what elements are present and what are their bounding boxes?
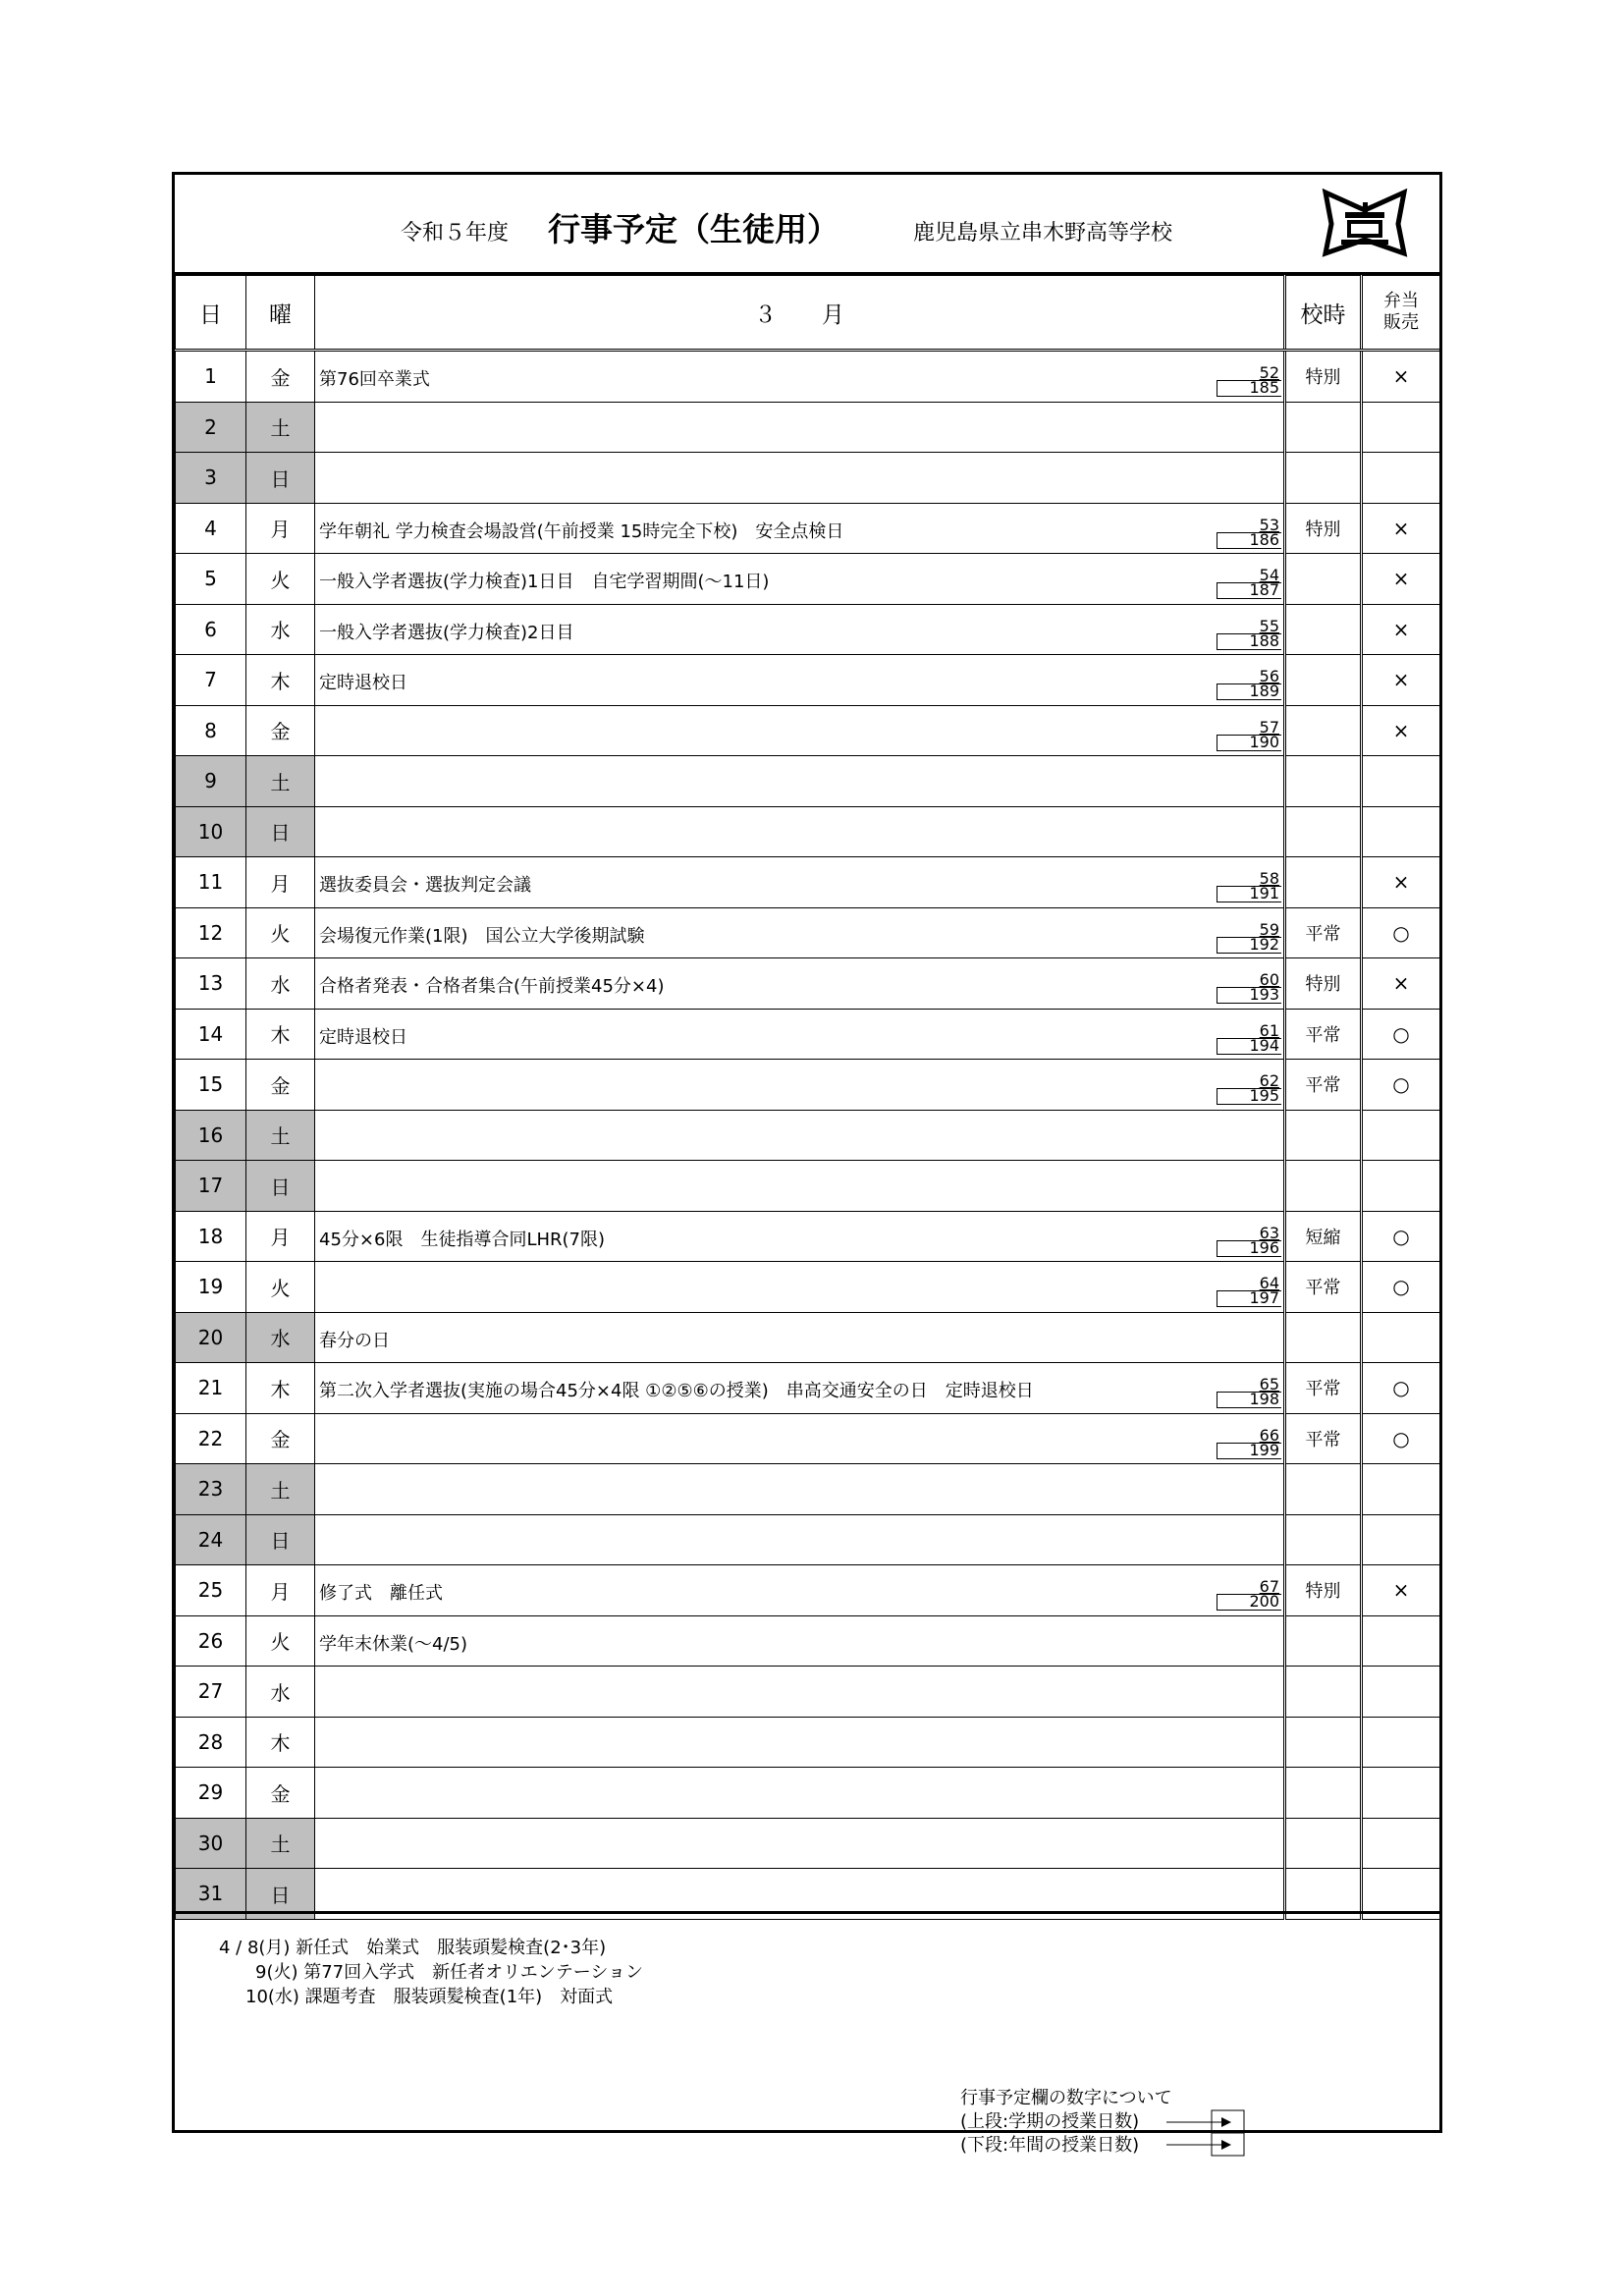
day-cell: 1 — [176, 351, 246, 403]
lesson-day-counter — [1217, 1223, 1281, 1257]
event-text: 学年朝礼 学力検査会場設営(午前授業 15時完全下校) 安全点検日 — [319, 520, 844, 542]
day-cell: 19 — [176, 1262, 246, 1313]
day-cell: 18 — [176, 1211, 246, 1262]
day-cell: 5 — [176, 554, 246, 605]
period-type-cell — [1285, 1818, 1362, 1869]
lunch-sale-cell: ○ — [1362, 907, 1440, 958]
annual-lesson-days: 189 — [1249, 682, 1279, 700]
annual-lesson-days: 192 — [1249, 934, 1279, 954]
table-row — [176, 806, 1440, 857]
weekday-cell: 木 — [246, 655, 315, 706]
weekday-cell: 金 — [246, 705, 315, 756]
day-cell: 27 — [176, 1667, 246, 1718]
col-header-bento — [1362, 276, 1440, 351]
weekday-cell: 月 — [246, 1211, 315, 1262]
day-cell: 22 — [176, 1413, 246, 1464]
period-type-cell — [1285, 655, 1362, 706]
lunch-sale-cell: × — [1362, 857, 1440, 908]
period-type-cell — [1285, 1464, 1362, 1515]
school-name: 鹿児島県立串木野高等学校 — [913, 221, 1173, 246]
table-row — [176, 503, 1440, 554]
day-cell: 2 — [176, 402, 246, 453]
lesson-day-counter — [1217, 1020, 1281, 1055]
lunch-sale-cell — [1362, 402, 1440, 453]
weekday-cell: 水 — [246, 1667, 315, 1718]
term-lesson-days: 67 — [1259, 1577, 1279, 1596]
period-type-cell — [1285, 1312, 1362, 1363]
lesson-day-counter — [1217, 568, 1281, 599]
day-cell: 10 — [176, 806, 246, 857]
lesson-day-counter — [1217, 1073, 1281, 1105]
next-month-note: 9(火) 第77回入学式 新任者オリエンテーション — [255, 1962, 644, 1983]
term-lesson-days: 53 — [1259, 515, 1279, 534]
term-lesson-days: 58 — [1259, 869, 1279, 888]
day-cell: 30 — [176, 1818, 246, 1869]
event-text: 定時退校日 — [319, 1026, 407, 1048]
col-header-day: 日 — [176, 276, 246, 351]
period-type-cell — [1285, 402, 1362, 453]
table-row — [176, 857, 1440, 908]
day-cell: 21 — [176, 1363, 246, 1414]
annual-lesson-days: 193 — [1249, 985, 1279, 1004]
table-row — [176, 1818, 1440, 1869]
event-cell — [315, 1009, 1285, 1060]
term-lesson-days: 65 — [1259, 1375, 1279, 1394]
period-type-cell — [1285, 1717, 1362, 1768]
event-cell — [315, 1717, 1285, 1768]
table-row — [176, 1060, 1440, 1111]
period-type-cell — [1285, 1667, 1362, 1718]
notes-footer — [175, 1911, 1439, 2156]
period-type-cell — [1285, 554, 1362, 605]
term-lesson-days: 66 — [1259, 1425, 1279, 1445]
lunch-sale-cell — [1362, 1717, 1440, 1768]
term-lesson-days: 57 — [1259, 717, 1279, 737]
period-type-cell — [1285, 806, 1362, 857]
page-title: 行事予定（生徒用） — [548, 210, 839, 248]
weekday-cell: 日 — [246, 1161, 315, 1212]
lunch-sale-cell — [1362, 1514, 1440, 1565]
day-cell: 3 — [176, 453, 246, 504]
next-month-note: 10(水) 課題考査 服装頭髪検査(1年) 対面式 — [245, 1987, 614, 2007]
day-cell: 6 — [176, 604, 246, 655]
table-row — [176, 604, 1440, 655]
fiscal-year: 令和５年度 — [401, 221, 510, 246]
day-cell: 28 — [176, 1717, 246, 1768]
schedule-rows — [176, 351, 1440, 1920]
lunch-sale-cell: × — [1362, 958, 1440, 1010]
schedule-table — [175, 275, 1440, 1920]
event-cell — [315, 1768, 1285, 1819]
period-type-cell: 平常 — [1285, 1262, 1362, 1313]
weekday-cell: 火 — [246, 1615, 315, 1667]
lesson-day-counter — [1217, 515, 1281, 549]
term-lesson-days: 55 — [1259, 616, 1279, 635]
weekday-cell: 水 — [246, 1312, 315, 1363]
day-cell: 24 — [176, 1514, 246, 1565]
annual-lesson-days: 197 — [1249, 1288, 1279, 1307]
term-lesson-days: 60 — [1259, 970, 1279, 989]
lunch-sale-cell: ○ — [1362, 1262, 1440, 1313]
period-type-cell: 平常 — [1285, 1009, 1362, 1060]
lunch-sale-cell — [1362, 806, 1440, 857]
lunch-sale-cell — [1362, 1464, 1440, 1515]
lunch-sale-cell: × — [1362, 705, 1440, 756]
event-cell — [315, 1818, 1285, 1869]
period-type-cell — [1285, 604, 1362, 655]
weekday-cell: 土 — [246, 1464, 315, 1515]
term-lesson-days: 61 — [1259, 1020, 1279, 1040]
period-type-cell — [1285, 857, 1362, 908]
lunch-sale-cell — [1362, 1615, 1440, 1667]
weekday-cell: 日 — [246, 806, 315, 857]
period-type-cell — [1285, 1514, 1362, 1565]
day-cell: 23 — [176, 1464, 246, 1515]
day-cell: 13 — [176, 958, 246, 1010]
weekday-cell: 土 — [246, 402, 315, 453]
lunch-sale-cell — [1362, 1667, 1440, 1718]
event-cell — [315, 1514, 1285, 1565]
table-row — [176, 1514, 1440, 1565]
day-cell: 17 — [176, 1161, 246, 1212]
day-cell: 26 — [176, 1615, 246, 1667]
table-row — [176, 1009, 1440, 1060]
event-cell — [315, 806, 1285, 857]
legend-arrow-box-icon — [1166, 2108, 1245, 2159]
event-cell — [315, 1312, 1285, 1363]
period-type-cell: 平常 — [1285, 1413, 1362, 1464]
lunch-sale-cell: ○ — [1362, 1211, 1440, 1262]
day-cell: 16 — [176, 1110, 246, 1161]
lesson-day-counter — [1217, 1579, 1281, 1611]
lunch-sale-cell: × — [1362, 655, 1440, 706]
annual-lesson-days: 191 — [1249, 884, 1279, 902]
table-row — [176, 1211, 1440, 1262]
lesson-day-counter — [1217, 919, 1281, 954]
weekday-cell: 木 — [246, 1363, 315, 1414]
period-type-cell: 平常 — [1285, 1060, 1362, 1111]
lunch-sale-cell: × — [1362, 554, 1440, 605]
weekday-cell: 火 — [246, 907, 315, 958]
lunch-sale-cell — [1362, 1110, 1440, 1161]
table-row — [176, 1110, 1440, 1161]
table-row — [176, 1565, 1440, 1616]
table-row — [176, 1262, 1440, 1313]
lunch-sale-cell — [1362, 756, 1440, 807]
term-lesson-days: 59 — [1259, 919, 1279, 939]
event-text: 定時退校日 — [319, 673, 407, 693]
annual-lesson-days: 187 — [1249, 580, 1279, 599]
event-cell — [315, 756, 1285, 807]
lesson-day-counter — [1217, 616, 1281, 650]
table-row — [176, 1413, 1440, 1464]
period-type-cell — [1285, 756, 1362, 807]
day-cell: 25 — [176, 1565, 246, 1616]
day-cell: 29 — [176, 1768, 246, 1819]
table-row — [176, 1667, 1440, 1718]
annual-lesson-days: 186 — [1249, 529, 1279, 549]
event-text: 会場復元作業(1限) 国公立大学後期試験 — [319, 925, 645, 947]
table-header-row — [176, 276, 1440, 351]
title-row — [175, 175, 1439, 275]
weekday-cell: 土 — [246, 756, 315, 807]
event-cell — [315, 1262, 1285, 1313]
day-cell: 11 — [176, 857, 246, 908]
event-cell — [315, 857, 1285, 908]
period-type-cell — [1285, 1768, 1362, 1819]
day-cell: 12 — [176, 907, 246, 958]
event-cell — [315, 453, 1285, 504]
lesson-day-counter — [1217, 1276, 1281, 1307]
event-cell — [315, 958, 1285, 1010]
lesson-day-counter — [1217, 1377, 1281, 1408]
lunch-sale-cell — [1362, 1768, 1440, 1819]
weekday-cell: 金 — [246, 1413, 315, 1464]
event-cell — [315, 1413, 1285, 1464]
weekday-cell: 水 — [246, 604, 315, 655]
period-type-cell: 特別 — [1285, 351, 1362, 403]
event-cell — [315, 351, 1285, 403]
legend-upper: (上段:学期の授業日数) — [960, 2111, 1140, 2132]
annual-lesson-days: 188 — [1249, 630, 1279, 650]
table-row — [176, 958, 1440, 1010]
event-cell — [315, 604, 1285, 655]
next-month-note: 4 / 8(月) 新任式 始業式 服装頭髪検査(2･3年) — [219, 1938, 607, 1958]
event-cell — [315, 1060, 1285, 1111]
lunch-sale-cell: × — [1362, 604, 1440, 655]
lunch-sale-cell: × — [1362, 351, 1440, 403]
count-legend — [960, 2087, 1172, 2158]
period-type-cell — [1285, 705, 1362, 756]
weekday-cell: 日 — [246, 1869, 315, 1920]
lunch-sale-cell: ○ — [1362, 1363, 1440, 1414]
event-cell — [315, 655, 1285, 706]
event-cell — [315, 1161, 1285, 1212]
event-text: 45分×6限 生徒指導合同LHR(7限) — [319, 1229, 606, 1250]
event-cell — [315, 1110, 1285, 1161]
weekday-cell: 月 — [246, 503, 315, 554]
lunch-sale-cell: ○ — [1362, 1060, 1440, 1111]
school-emblem-icon — [1320, 189, 1410, 257]
annual-lesson-days: 190 — [1249, 732, 1279, 751]
term-lesson-days: 62 — [1259, 1071, 1279, 1090]
event-cell — [315, 1363, 1285, 1414]
annual-lesson-days: 196 — [1249, 1237, 1279, 1257]
period-type-cell: 平常 — [1285, 907, 1362, 958]
weekday-cell: 土 — [246, 1110, 315, 1161]
term-lesson-days: 54 — [1259, 566, 1279, 584]
term-lesson-days: 56 — [1259, 667, 1279, 685]
annual-lesson-days: 185 — [1249, 378, 1279, 397]
lunch-sale-cell — [1362, 453, 1440, 504]
period-type-cell — [1285, 453, 1362, 504]
day-cell: 20 — [176, 1312, 246, 1363]
event-text: 合格者発表・合格者集合(午前授業45分×4) — [319, 976, 665, 997]
lesson-day-counter — [1217, 365, 1281, 397]
weekday-cell: 金 — [246, 351, 315, 403]
event-text: 学年末休業(～4/5) — [319, 1633, 468, 1655]
lesson-day-counter — [1217, 871, 1281, 902]
weekday-cell: 金 — [246, 1060, 315, 1111]
col-header-kouji: 校時 — [1285, 276, 1362, 351]
event-cell — [315, 907, 1285, 958]
event-cell — [315, 402, 1285, 453]
annual-lesson-days: 199 — [1249, 1440, 1279, 1459]
table-row — [176, 402, 1440, 453]
annual-lesson-days: 194 — [1249, 1035, 1279, 1055]
weekday-cell: 火 — [246, 554, 315, 605]
weekday-cell: 日 — [246, 1514, 315, 1565]
table-row — [176, 1161, 1440, 1212]
term-lesson-days: 64 — [1259, 1274, 1279, 1292]
schedule-frame — [172, 172, 1442, 2156]
lesson-day-counter — [1217, 972, 1281, 1004]
event-text: 第二次入学者選抜(実施の場合45分×4限 ①②⑤⑥の授業) 串高交通安全の日 定時退校日 — [319, 1381, 1034, 1401]
lesson-day-counter — [1217, 1425, 1281, 1459]
col-header-dow: 曜 — [246, 276, 315, 351]
event-text: 選抜委員会・選抜判定会議 — [319, 875, 531, 896]
lunch-sale-cell: × — [1362, 1565, 1440, 1616]
table-row — [176, 1717, 1440, 1768]
table-row — [176, 1768, 1440, 1819]
event-cell — [315, 1211, 1285, 1262]
day-cell: 31 — [176, 1869, 246, 1920]
weekday-cell: 金 — [246, 1768, 315, 1819]
event-cell — [315, 1615, 1285, 1667]
weekday-cell: 土 — [246, 1818, 315, 1869]
period-type-cell: 特別 — [1285, 503, 1362, 554]
legend-title: 行事予定欄の数字について — [960, 2088, 1172, 2108]
period-type-cell: 短縮 — [1285, 1211, 1362, 1262]
day-cell: 15 — [176, 1060, 246, 1111]
lunch-sale-cell — [1362, 1161, 1440, 1212]
period-type-cell — [1285, 1161, 1362, 1212]
table-row — [176, 655, 1440, 706]
lesson-day-counter — [1217, 669, 1281, 700]
period-type-cell — [1285, 1110, 1362, 1161]
period-type-cell: 特別 — [1285, 958, 1362, 1010]
table-row — [176, 756, 1440, 807]
annual-lesson-days: 198 — [1249, 1390, 1279, 1408]
lunch-sale-cell: ○ — [1362, 1009, 1440, 1060]
lunch-sale-cell — [1362, 1312, 1440, 1363]
annual-lesson-days: 195 — [1249, 1086, 1279, 1105]
event-text: 春分の日 — [319, 1330, 390, 1351]
day-cell: 4 — [176, 503, 246, 554]
lunch-sale-cell: ○ — [1362, 1413, 1440, 1464]
col-header-bento-line1: 弁当 — [1383, 291, 1419, 311]
weekday-cell: 木 — [246, 1717, 315, 1768]
weekday-cell: 水 — [246, 958, 315, 1010]
table-row — [176, 1464, 1440, 1515]
col-header-bento-line2: 販売 — [1383, 312, 1419, 333]
period-type-cell: 特別 — [1285, 1565, 1362, 1616]
event-text: 一般入学者選抜(学力検査)1日目 自宅学習期間(～11日) — [319, 572, 770, 592]
weekday-cell: 月 — [246, 1565, 315, 1616]
period-type-cell — [1285, 1615, 1362, 1667]
event-text: 一般入学者選抜(学力検査)2日目 — [319, 622, 574, 643]
term-lesson-days: 52 — [1259, 363, 1279, 382]
table-row — [176, 453, 1440, 504]
weekday-cell: 月 — [246, 857, 315, 908]
legend-lower: (下段:年間の授業日数) — [960, 2135, 1140, 2156]
event-text: 修了式 離任式 — [319, 1583, 443, 1604]
table-row — [176, 907, 1440, 958]
table-row — [176, 1615, 1440, 1667]
day-cell: 14 — [176, 1009, 246, 1060]
event-cell — [315, 1464, 1285, 1515]
day-cell: 7 — [176, 655, 246, 706]
table-row — [176, 351, 1440, 403]
term-lesson-days: 63 — [1259, 1223, 1279, 1242]
table-row — [176, 554, 1440, 605]
event-cell — [315, 554, 1285, 605]
weekday-cell: 日 — [246, 453, 315, 504]
weekday-cell: 火 — [246, 1262, 315, 1313]
event-cell — [315, 1667, 1285, 1718]
annual-lesson-days: 200 — [1249, 1592, 1279, 1611]
period-type-cell: 平常 — [1285, 1363, 1362, 1414]
event-cell — [315, 705, 1285, 756]
event-cell — [315, 1565, 1285, 1616]
table-row — [176, 705, 1440, 756]
col-header-month: ３ 月 — [315, 276, 1285, 351]
day-cell: 8 — [176, 705, 246, 756]
event-cell — [315, 503, 1285, 554]
table-row — [176, 1363, 1440, 1414]
day-cell: 9 — [176, 756, 246, 807]
table-row — [176, 1312, 1440, 1363]
event-text: 第76回卒業式 — [319, 369, 430, 390]
lesson-day-counter — [1217, 717, 1281, 751]
lunch-sale-cell — [1362, 1818, 1440, 1869]
lunch-sale-cell: × — [1362, 503, 1440, 554]
weekday-cell: 木 — [246, 1009, 315, 1060]
